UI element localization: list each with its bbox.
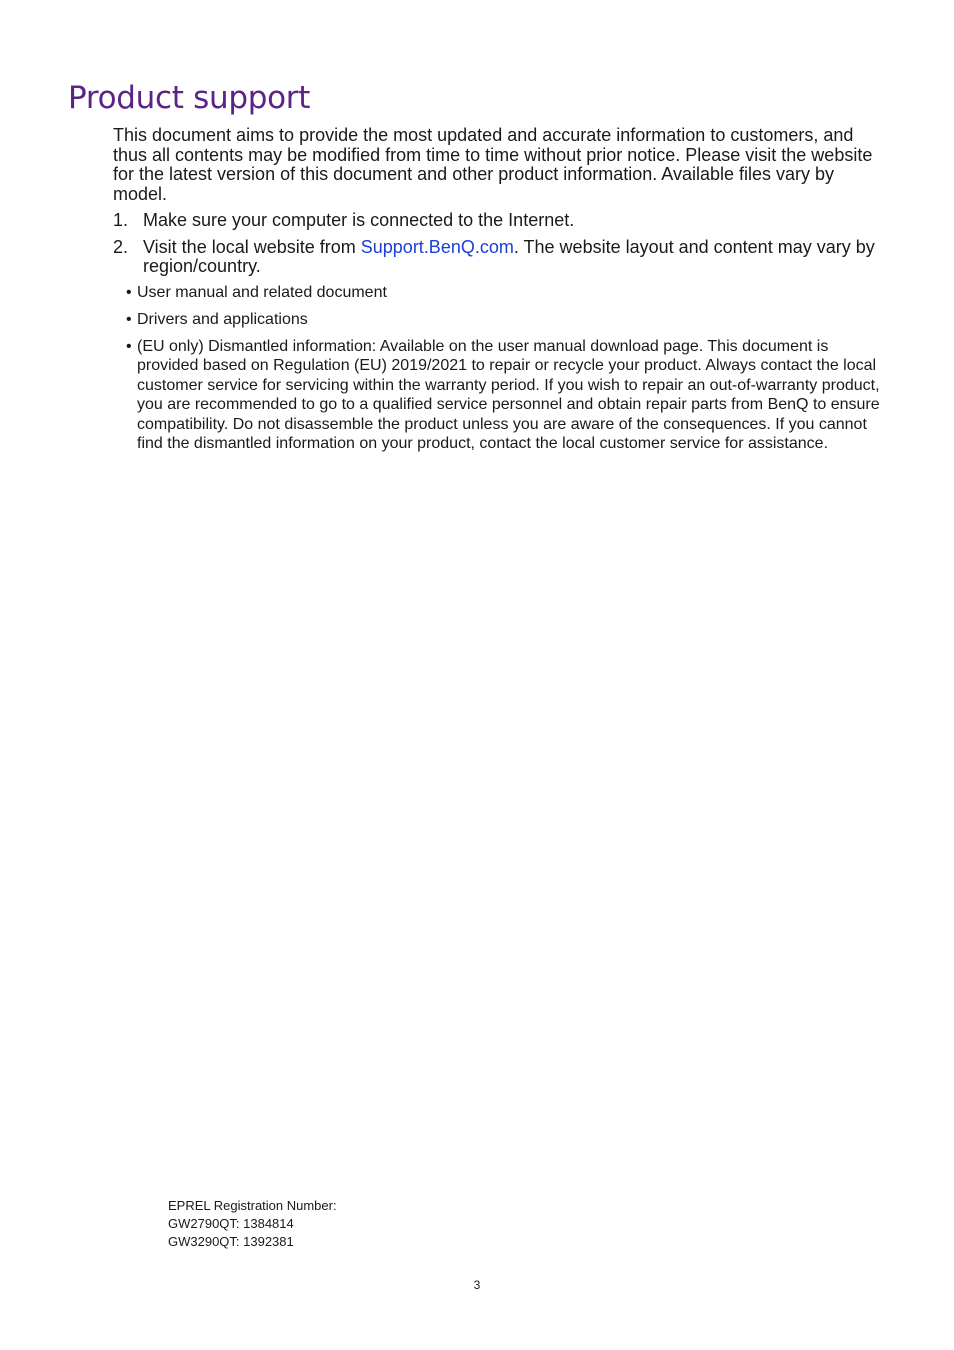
step-text-after: . The website layout and content may vary by region/country.	[143, 236, 875, 276]
step-text: Make sure your computer is connected to the Internet.	[143, 210, 575, 230]
support-steps-list	[113, 211, 888, 461]
list-item-text: Drivers and applications	[137, 310, 308, 328]
support-website-link[interactable]: Support.BenQ.com	[360, 236, 514, 257]
step-item-1	[113, 211, 888, 231]
page-title: Product support	[68, 80, 311, 116]
eprel-registration-block	[168, 1197, 337, 1251]
bullet-icon: •	[126, 283, 132, 301]
step-number: 2.	[113, 236, 129, 257]
list-item-text: (EU only) Dismantled information: Available on the user manual download page. This document is provided based on Regulation (EU) 2019/2021 to repair or recycle your product. Always contact the local customer service for servicing within the warranty period. If you wish to repair an out-of-warranty product, you are recommended to go to a qualified service personnel and obtain repair parts from BenQ to ensure compatibility. Do not disassemble the product unless you are aware of the consequences. If you cannot find the dismantled information on your product, contact the local customer service for assistance.	[137, 337, 880, 452]
bullet-icon: •	[126, 310, 132, 328]
bullet-icon: •	[126, 337, 132, 355]
list-item	[126, 310, 888, 330]
step-number: 1.	[113, 210, 129, 230]
step-text-before: Visit the local website from	[143, 236, 361, 257]
list-item-text: User manual and related document	[137, 283, 387, 301]
eprel-heading: EPREL Registration Number:	[168, 1198, 337, 1213]
step-item-2	[113, 238, 888, 454]
eprel-line: GW3290QT: 1392381	[168, 1234, 294, 1249]
list-item	[126, 283, 888, 303]
download-items-list	[126, 283, 888, 454]
list-item	[126, 337, 888, 454]
page-number: 3	[473, 1278, 481, 1292]
intro-paragraph: This document aims to provide the most updated and accurate information to customers, and thus all contents may be modified from time to time without prior notice. Please visit the website for the latest version of this document and other product information. Available files vary by model.	[113, 125, 873, 204]
eprel-line: GW2790QT: 1384814	[168, 1216, 294, 1231]
